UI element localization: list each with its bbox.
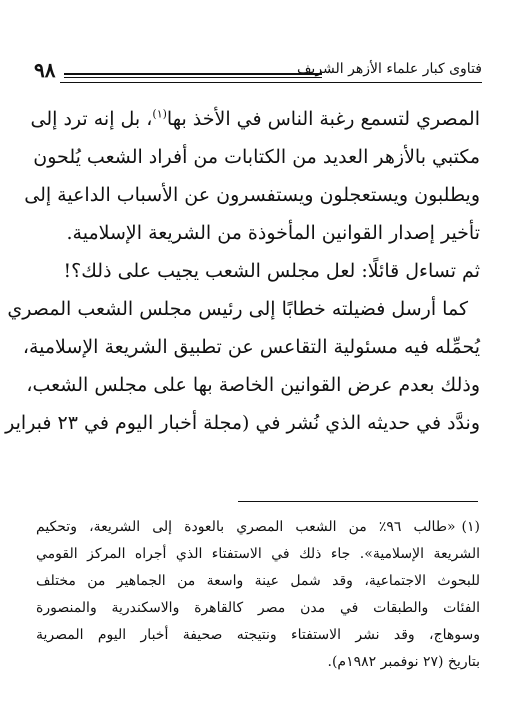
footnote-line-3: للبحوث الاجتماعية، وقد شمل عينة واسعة من الجماهير من مختلف xyxy=(36,573,480,589)
footnote-line-2: الشريعة الإسلامية». جاء ذلك في الاستفتاء الذي أجراه المركز القومي xyxy=(36,546,480,562)
text-line-1 xyxy=(30,100,480,138)
text-line-7: يُحمِّله فيه مسئولية التقاعس عن تطبيق الشريعة الإسلامية، xyxy=(22,336,480,358)
text-line-9: وندَّد في حديثه الذي نُشر في (مجلة أخبار اليوم في ٢٣ فبراير xyxy=(5,412,480,434)
text-line-1-main: المصري لتسمع رغبة الناس في الأخذ بها xyxy=(166,108,480,130)
footnote-line-1-text: «طالب ٩٦٪ من الشعب المصري بالعودة إلى الشريعة، وتحكيم xyxy=(36,519,456,535)
footnote-reference[interactable]: (١) xyxy=(152,107,167,121)
page-number: ٩٨ xyxy=(34,58,56,82)
text-line-8: وذلك بعدم عرض القوانين الخاصة بها على مجلس الشعب، xyxy=(26,374,480,396)
footnote-line-5: وسوهاج، وقد نشر الاستفتاء ونتيجته صحيفة أخبار اليوم المصرية xyxy=(36,627,480,643)
footnote-number: (١) xyxy=(461,519,480,535)
text-line-4: تأخير إصدار القوانين المأخوذة من الشريعة الإسلامية. xyxy=(66,222,480,244)
footnote-line-1 xyxy=(36,514,480,541)
footnote-separator xyxy=(238,501,478,502)
text-line-2: مكتبي بالأزهر العديد من الكتابات من أفراد الشعب يُلحون xyxy=(33,146,480,168)
text-line-3: ويطلبون ويستعجلون ويستفسرون عن الأسباب الداعية إلى xyxy=(24,184,480,206)
footnote xyxy=(36,514,480,676)
page-header xyxy=(30,52,482,88)
text-line-6: كما أرسل فضيلته خطابًا إلى رئيس مجلس الشعب المصري xyxy=(7,298,468,320)
header-ornament-rule xyxy=(64,73,322,78)
running-title: فتاوى كبار علماء الأزهر الشريف xyxy=(296,61,482,77)
footnote-line-4: الفئات والطبقات في مدن مصر كالقاهرة والاسكندرية والمنصورة xyxy=(36,600,480,616)
footnote-line-6: بتاريخ (٢٧ نوفمبر ١٩٨٢م). xyxy=(327,654,480,670)
text-line-5: ثم تساءل قائلًا: لعل مجلس الشعب يجيب على ذلك؟! xyxy=(63,260,480,282)
header-divider xyxy=(60,82,482,83)
main-text xyxy=(5,100,480,442)
text-line-1-tail: ، بل إنه ترد إلى xyxy=(30,108,153,130)
